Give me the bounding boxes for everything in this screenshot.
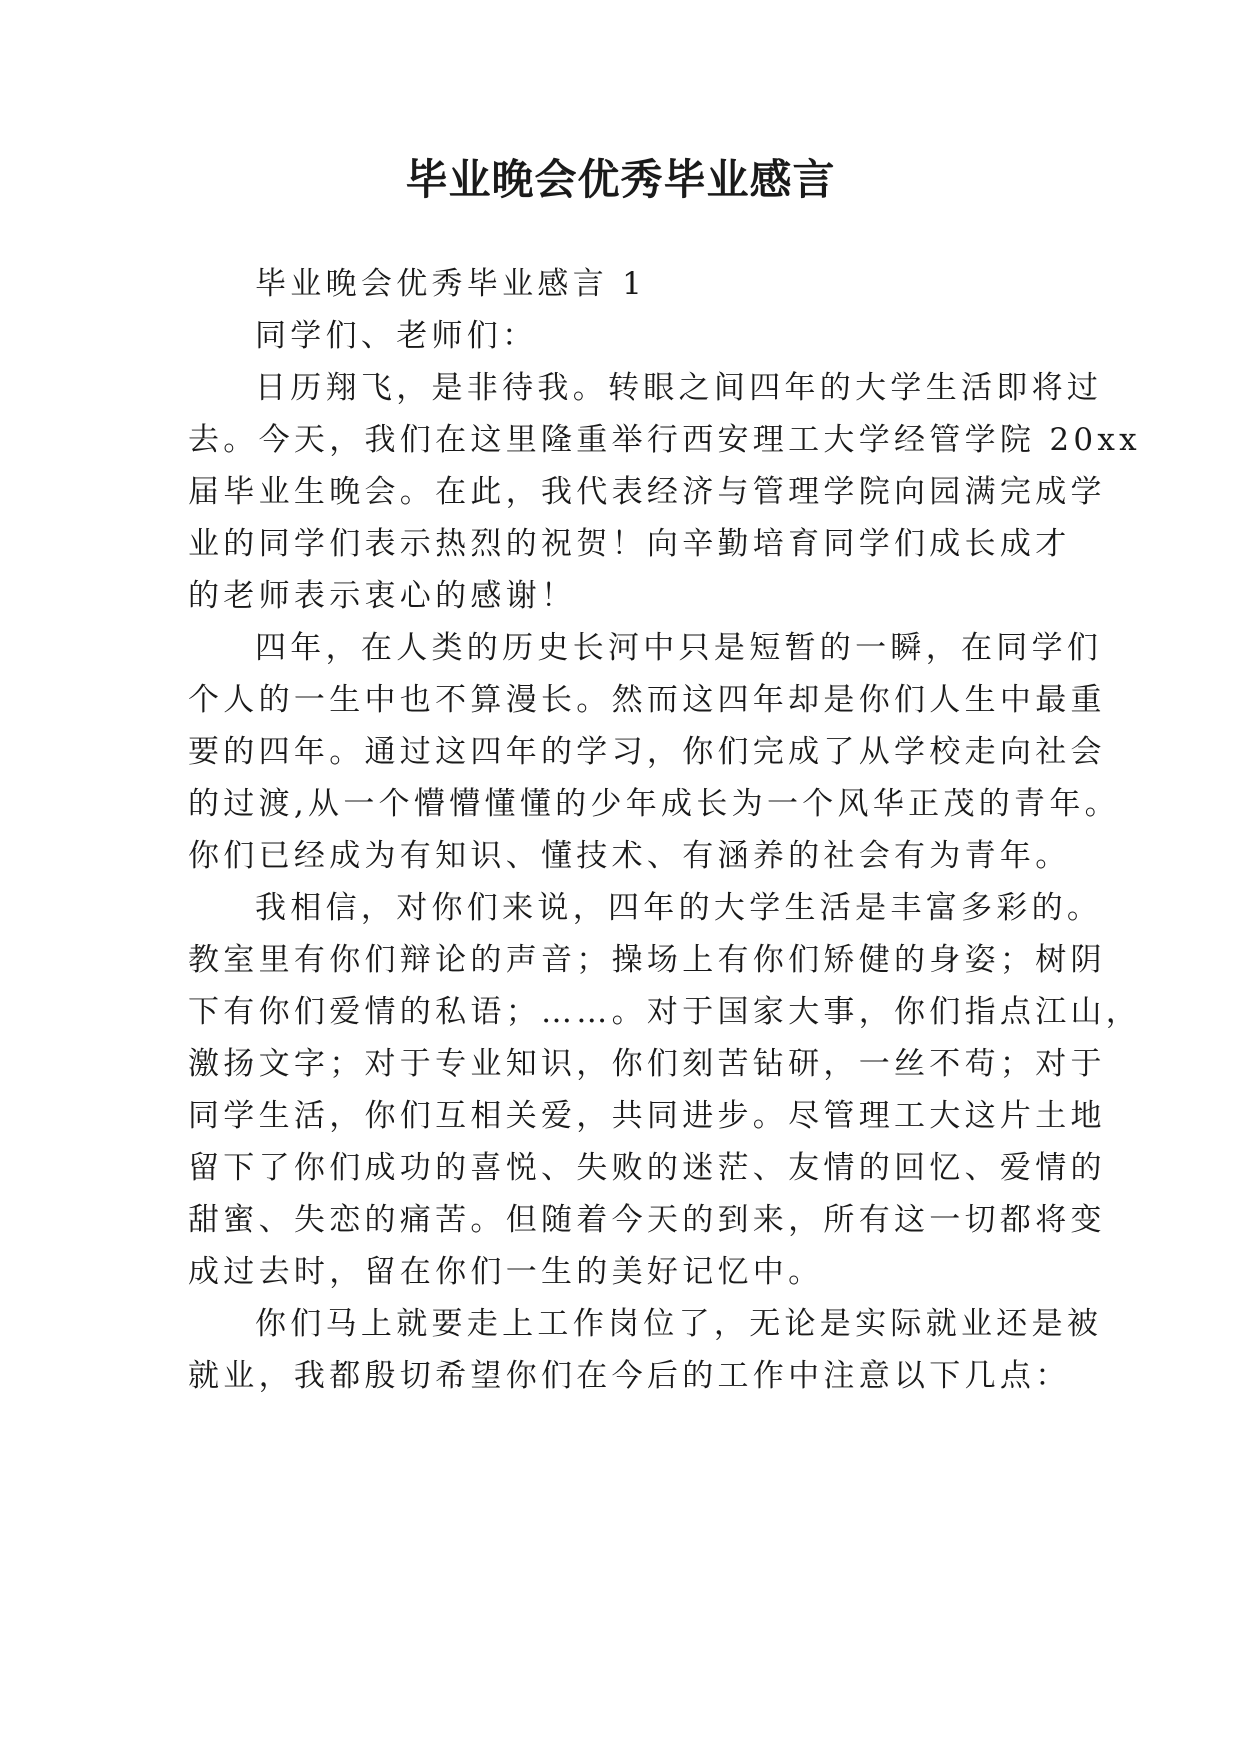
paragraph-3-line: 甜蜜、失恋的痛苦。但随着今天的到来，所有这一切都将变: [188, 1202, 1106, 1238]
paragraph-1-line: 日历翔飞，是非待我。转眼之间四年的大学生活即将过: [255, 370, 1103, 406]
paragraph-3-line: 留下了你们成功的喜悦、失败的迷茫、友情的回忆、爱情的: [188, 1150, 1106, 1186]
paragraph-2-line: 要的四年。通过这四年的学习，你们完成了从学校走向社会: [188, 734, 1106, 770]
document-title: 毕业晚会优秀毕业感言: [405, 155, 836, 204]
paragraph-1-line: 业的同学们表示热烈的祝贺！向辛勤培育同学们成长成才: [188, 526, 1071, 562]
paragraph-3-line: 激扬文字；对于专业知识，你们刻苦钻研，一丝不苟；对于: [188, 1046, 1106, 1082]
paragraph-3-line: 教室里有你们辩论的声音；操场上有你们矫健的身姿；树阴: [188, 942, 1106, 978]
paragraph-1-line: 的老师表示衷心的感谢！: [188, 578, 577, 614]
paragraph-4-line: 就业，我都殷切希望你们在今后的工作中注意以下几点：: [188, 1358, 1071, 1394]
paragraph-2-line: 四年，在人类的历史长河中只是短暂的一瞬，在同学们: [255, 630, 1103, 666]
paragraph-3-line: 下有你们爱情的私语；……。对于国家大事，你们指点江山，: [188, 994, 1142, 1030]
paragraph-4-line: 你们马上就要走上工作岗位了，无论是实际就业还是被: [255, 1306, 1103, 1342]
paragraph-3-line: 成过去时，留在你们一生的美好记忆中。: [188, 1254, 824, 1290]
paragraph-2-line: 个人的一生中也不算漫长。然而这四年却是你们人生中最重: [188, 682, 1106, 718]
paragraph-2-line: 你们已经成为有知识、懂技术、有涵养的社会有为青年。: [188, 838, 1071, 874]
paragraph-3-line: 同学生活，你们互相关爱，共同进步。尽管理工大这片土地: [188, 1098, 1106, 1134]
paragraph-1-line: 届毕业生晚会。在此，我代表经济与管理学院向园满完成学: [188, 474, 1106, 510]
section-heading: 毕业晚会优秀毕业感言 1: [255, 266, 647, 302]
paragraph-1-line: 去。今天，我们在这里隆重举行西安理工大学经管学院 20xx: [188, 422, 1141, 458]
salutation: 同学们、老师们：: [255, 318, 538, 354]
paragraph-3-line: 我相信，对你们来说，四年的大学生活是丰富多彩的。: [255, 890, 1103, 926]
paragraph-2-line: 的过渡,从一个懵懵懂懂的少年成长为一个风华正茂的青年。: [188, 786, 1120, 822]
